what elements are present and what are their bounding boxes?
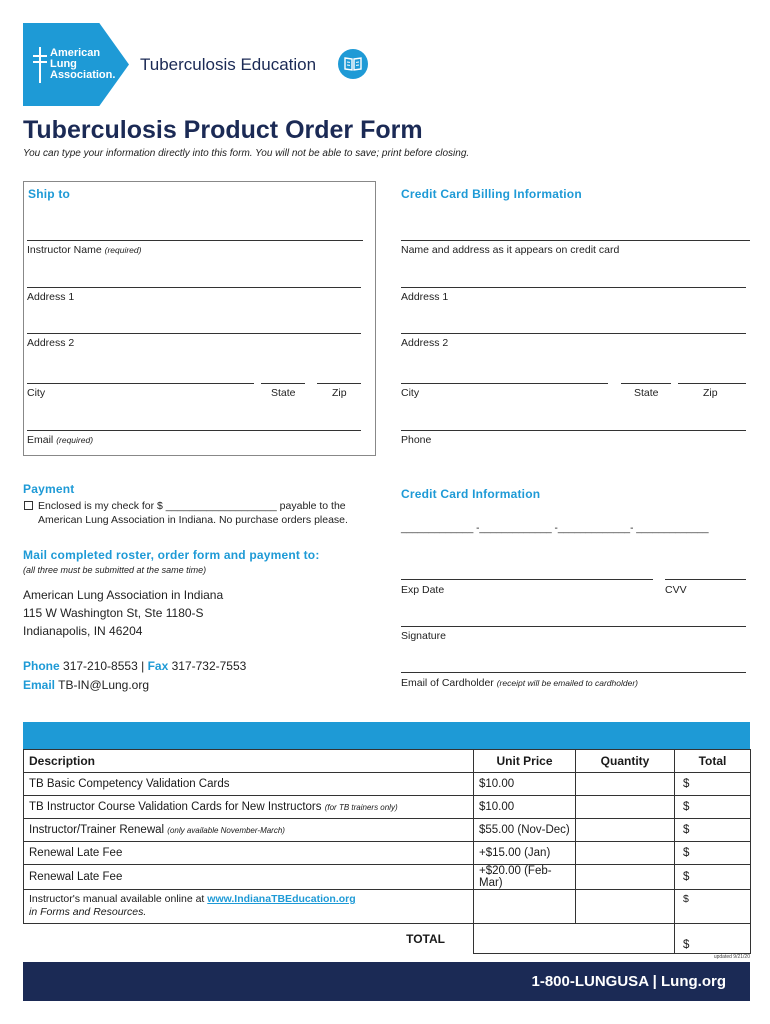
row-unit-price: $55.00 (Nov-Dec) — [474, 819, 576, 842]
ship-state-field[interactable] — [261, 383, 305, 384]
row-total: $ — [675, 796, 751, 819]
table-row — [24, 865, 751, 890]
row-description: TB Basic Competency Validation Cards — [24, 773, 474, 796]
lorraine-cross-icon — [33, 47, 47, 83]
table-row-manual — [24, 890, 751, 924]
program-title: Tuberculosis Education — [140, 55, 317, 74]
row-quantity-input[interactable] — [576, 796, 675, 819]
product-table — [23, 749, 751, 954]
row-total: $ — [675, 773, 751, 796]
manual-quantity-input[interactable] — [576, 890, 675, 924]
grand-total: $ — [675, 924, 751, 954]
row-unit-price: $10.00 — [474, 796, 576, 819]
ship-state-label: State — [271, 387, 296, 399]
billing-zip-field[interactable] — [678, 383, 746, 384]
total-label: TOTAL — [406, 931, 445, 946]
row-unit-price: +$15.00 (Jan) — [474, 842, 576, 865]
ship-city-field[interactable] — [27, 383, 254, 384]
ship-city-label: City — [27, 387, 46, 399]
updated-date: updated 9/21/20 — [713, 954, 750, 960]
cardholder-email-field[interactable] — [401, 672, 746, 673]
payment-line2: American Lung Association in Indiana. No purchase orders please. — [38, 514, 348, 526]
ship-to-heading: Ship to — [28, 187, 71, 201]
row-quantity-input[interactable] — [576, 773, 675, 796]
logo-text: American Lung Association. — [50, 47, 116, 81]
table-row — [24, 773, 751, 796]
manual-link[interactable]: www.IndianaTBEducation.org — [207, 893, 356, 905]
billing-heading: Credit Card Billing Information — [401, 187, 582, 201]
instructor-name-label: Instructor Name (required) — [27, 244, 142, 256]
mail-heading: Mail completed roster, order form and payment to: — [23, 548, 320, 562]
billing-city-label: City — [401, 387, 420, 399]
ship-address2-label: Address 2 — [27, 337, 75, 349]
cvv-label: CVV — [665, 584, 687, 596]
ship-zip-field[interactable] — [317, 383, 361, 384]
row-quantity-input[interactable] — [576, 865, 675, 890]
card-number-field[interactable]: _____________ -_____________ -_____________- _____________ — [401, 523, 709, 534]
email-line: Email TB-IN@Lung.org — [23, 678, 150, 692]
col-description: Description — [24, 750, 474, 773]
footer-band — [23, 962, 750, 1001]
row-description: TB Instructor Course Validation Cards for New Instructors (for TB trainers only) — [24, 796, 474, 819]
row-description: Renewal Late Fee — [24, 865, 474, 890]
row-total: $ — [675, 819, 751, 842]
total-row — [24, 924, 751, 954]
mail-note: (all three must be submitted at the same time) — [23, 565, 207, 575]
row-unit-price: $10.00 — [474, 773, 576, 796]
cvv-field[interactable] — [665, 579, 746, 580]
ship-zip-label: Zip — [332, 387, 347, 399]
ship-address2-field[interactable] — [27, 333, 361, 334]
footer-phone: 1-800-LUNGUSA — [531, 973, 649, 990]
exp-date-field[interactable] — [401, 579, 653, 580]
billing-address1-field[interactable] — [401, 287, 746, 288]
row-unit-price: +$20.00 (Feb-Mar) — [474, 865, 576, 890]
cardholder-email-label: Email of Cardholder (receipt will be emailed to cardholder) — [401, 677, 638, 689]
mailing-address: American Lung Association in Indiana 115 W Washington St, Ste 1180-S Indianapolis, IN 46204 — [23, 588, 224, 638]
billing-address2-label: Address 2 — [401, 337, 449, 349]
billing-address2-field[interactable] — [401, 333, 746, 334]
billing-phone-field[interactable] — [401, 430, 746, 431]
billing-state-label: State — [634, 387, 659, 399]
page-title: Tuberculosis Product Order Form — [23, 116, 423, 144]
email-field[interactable] — [27, 430, 361, 431]
ship-to-box — [23, 181, 376, 456]
subtitle: You can type your information directly into this form. You will not be able to save; print before closing. — [23, 148, 470, 159]
billing-zip-label: Zip — [703, 387, 718, 399]
total-blank — [474, 924, 675, 954]
table-header-row — [24, 750, 751, 773]
row-quantity-input[interactable] — [576, 842, 675, 865]
instructor-name-field[interactable] — [27, 240, 363, 241]
row-description: Renewal Late Fee — [24, 842, 474, 865]
table-row — [24, 842, 751, 865]
row-description: Instructor/Trainer Renewal (only available November-March) — [24, 819, 474, 842]
phone-fax-line: Phone 317-210-8553 | Fax 317-732-7553 — [23, 659, 247, 673]
manual-unit-price — [474, 890, 576, 924]
billing-state-field[interactable] — [621, 383, 671, 384]
col-unit-price: Unit Price — [474, 750, 576, 773]
table-header-band — [23, 722, 750, 749]
billing-name-label: Name and address as it appears on credit card — [401, 244, 620, 256]
payment-line1: Enclosed is my check for $ ___________________ payable to the — [38, 500, 346, 512]
billing-phone-label: Phone — [401, 434, 432, 446]
col-total: Total — [675, 750, 751, 773]
table-row — [24, 819, 751, 842]
manual-total: $ — [675, 890, 751, 924]
table-row — [24, 796, 751, 819]
row-quantity-input[interactable] — [576, 819, 675, 842]
row-total: $ — [675, 842, 751, 865]
footer-text: 1-800-LUNGUSA | Lung.org — [531, 973, 726, 990]
contact-email-link[interactable]: TB-IN@Lung.org — [58, 678, 150, 692]
billing-name-field[interactable] — [401, 240, 750, 241]
open-book-icon — [338, 49, 368, 79]
exp-date-label: Exp Date — [401, 584, 445, 596]
signature-label: Signature — [401, 630, 446, 642]
credit-card-heading: Credit Card Information — [401, 487, 541, 501]
col-quantity: Quantity — [576, 750, 675, 773]
footer-site-link[interactable]: Lung.org — [661, 973, 726, 990]
ship-address1-field[interactable] — [27, 287, 361, 288]
check-enclosed-checkbox[interactable] — [24, 501, 33, 510]
email-label: Email (required) — [27, 434, 94, 446]
manual-description: Instructor's manual available online at www.IndianaTBEducation.org in Forms and Resources. — [24, 890, 474, 924]
billing-city-field[interactable] — [401, 383, 608, 384]
signature-field[interactable] — [401, 626, 746, 627]
ship-address1-label: Address 1 — [27, 291, 75, 303]
payment-heading: Payment — [23, 482, 75, 496]
billing-address1-label: Address 1 — [401, 291, 449, 303]
row-total: $ — [675, 865, 751, 890]
